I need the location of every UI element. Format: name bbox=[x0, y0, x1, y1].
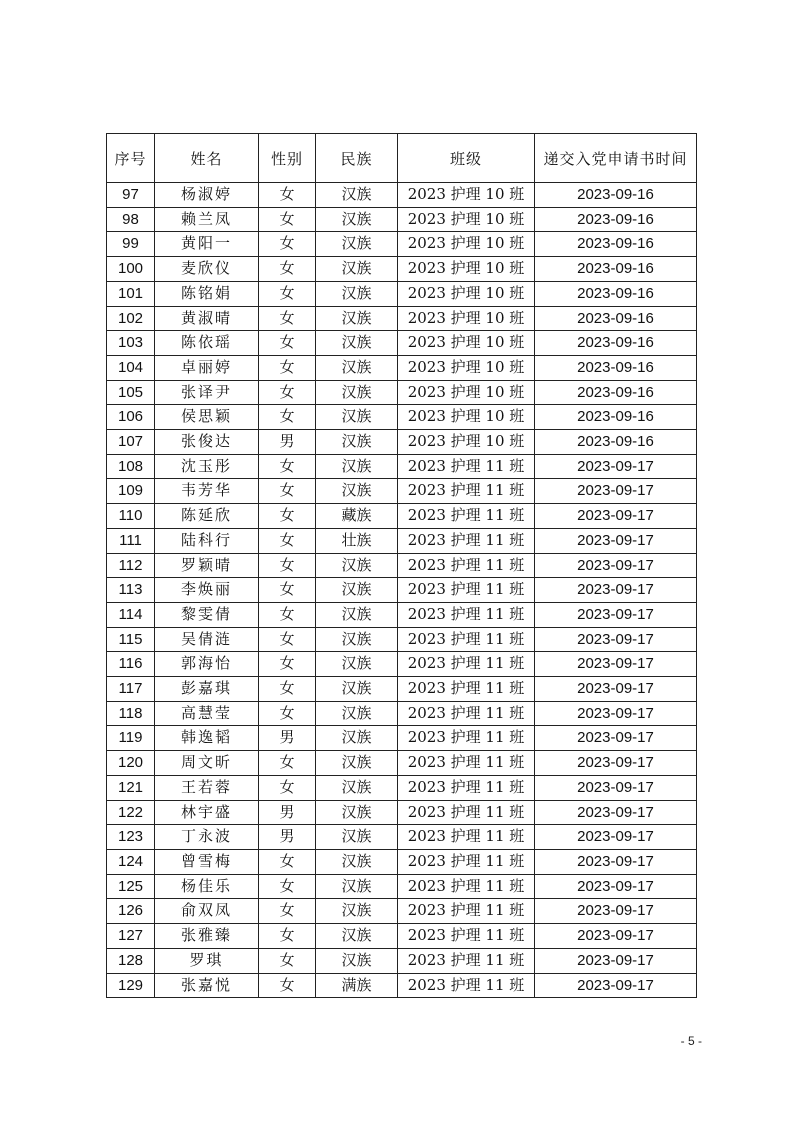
class-cell: 2023 护理 11 班 bbox=[398, 751, 535, 776]
ethnicity-cell: 汉族 bbox=[316, 800, 398, 825]
date-cell: 2023-09-16 bbox=[535, 430, 697, 455]
table-row bbox=[107, 183, 697, 208]
name-cell: 张俊达 bbox=[155, 430, 259, 455]
ethnicity-cell: 汉族 bbox=[316, 726, 398, 751]
gender-cell: 女 bbox=[259, 701, 316, 726]
ethnicity-cell: 汉族 bbox=[316, 701, 398, 726]
table-header-row bbox=[107, 134, 697, 183]
name-cell: 韦芳华 bbox=[155, 479, 259, 504]
date-cell: 2023-09-17 bbox=[535, 701, 697, 726]
date-cell: 2023-09-16 bbox=[535, 380, 697, 405]
class-cell: 2023 护理 11 班 bbox=[398, 528, 535, 553]
ethnicity-cell: 汉族 bbox=[316, 281, 398, 306]
serial-cell: 100 bbox=[107, 257, 155, 282]
date-cell: 2023-09-17 bbox=[535, 924, 697, 949]
table-row bbox=[107, 627, 697, 652]
date-cell: 2023-09-17 bbox=[535, 504, 697, 529]
class-cell: 2023 护理 11 班 bbox=[398, 602, 535, 627]
gender-cell: 女 bbox=[259, 454, 316, 479]
serial-cell: 102 bbox=[107, 306, 155, 331]
ethnicity-cell: 汉族 bbox=[316, 380, 398, 405]
ethnicity-cell: 汉族 bbox=[316, 430, 398, 455]
name-cell: 陆科行 bbox=[155, 528, 259, 553]
gender-cell: 女 bbox=[259, 677, 316, 702]
serial-cell: 106 bbox=[107, 405, 155, 430]
table-row bbox=[107, 553, 697, 578]
serial-cell: 122 bbox=[107, 800, 155, 825]
table-row bbox=[107, 701, 697, 726]
ethnicity-cell: 藏族 bbox=[316, 504, 398, 529]
name-cell: 王若蓉 bbox=[155, 775, 259, 800]
serial-cell: 110 bbox=[107, 504, 155, 529]
table-row bbox=[107, 726, 697, 751]
serial-cell: 118 bbox=[107, 701, 155, 726]
date-cell: 2023-09-17 bbox=[535, 973, 697, 998]
table-row bbox=[107, 973, 697, 998]
date-cell: 2023-09-17 bbox=[535, 948, 697, 973]
name-cell: 丁永波 bbox=[155, 825, 259, 850]
gender-cell: 男 bbox=[259, 825, 316, 850]
serial-cell: 115 bbox=[107, 627, 155, 652]
serial-cell: 109 bbox=[107, 479, 155, 504]
table-row bbox=[107, 677, 697, 702]
serial-cell: 129 bbox=[107, 973, 155, 998]
date-cell: 2023-09-16 bbox=[535, 232, 697, 257]
class-cell: 2023 护理 11 班 bbox=[398, 825, 535, 850]
date-cell: 2023-09-17 bbox=[535, 454, 697, 479]
applicant-table bbox=[106, 133, 697, 998]
ethnicity-cell: 汉族 bbox=[316, 751, 398, 776]
serial-cell: 97 bbox=[107, 183, 155, 208]
gender-cell: 男 bbox=[259, 430, 316, 455]
table-row bbox=[107, 800, 697, 825]
serial-cell: 123 bbox=[107, 825, 155, 850]
table-row bbox=[107, 257, 697, 282]
gender-cell: 女 bbox=[259, 652, 316, 677]
gender-cell: 女 bbox=[259, 504, 316, 529]
gender-cell: 女 bbox=[259, 232, 316, 257]
table-row bbox=[107, 281, 697, 306]
header-serial: 序号 bbox=[107, 134, 155, 183]
class-cell: 2023 护理 10 班 bbox=[398, 232, 535, 257]
table-body bbox=[107, 183, 697, 998]
date-cell: 2023-09-16 bbox=[535, 183, 697, 208]
serial-cell: 127 bbox=[107, 924, 155, 949]
name-cell: 高慧莹 bbox=[155, 701, 259, 726]
gender-cell: 女 bbox=[259, 973, 316, 998]
name-cell: 黎雯倩 bbox=[155, 602, 259, 627]
name-cell: 周文昕 bbox=[155, 751, 259, 776]
ethnicity-cell: 汉族 bbox=[316, 775, 398, 800]
name-cell: 陈铭娟 bbox=[155, 281, 259, 306]
name-cell: 曾雪梅 bbox=[155, 849, 259, 874]
serial-cell: 107 bbox=[107, 430, 155, 455]
ethnicity-cell: 汉族 bbox=[316, 355, 398, 380]
serial-cell: 125 bbox=[107, 874, 155, 899]
gender-cell: 女 bbox=[259, 405, 316, 430]
table-row bbox=[107, 207, 697, 232]
gender-cell: 女 bbox=[259, 380, 316, 405]
name-cell: 侯思颖 bbox=[155, 405, 259, 430]
class-cell: 2023 护理 10 班 bbox=[398, 183, 535, 208]
class-cell: 2023 护理 11 班 bbox=[398, 924, 535, 949]
serial-cell: 99 bbox=[107, 232, 155, 257]
name-cell: 李焕丽 bbox=[155, 578, 259, 603]
date-cell: 2023-09-17 bbox=[535, 602, 697, 627]
class-cell: 2023 护理 11 班 bbox=[398, 454, 535, 479]
ethnicity-cell: 汉族 bbox=[316, 232, 398, 257]
table-row bbox=[107, 751, 697, 776]
gender-cell: 女 bbox=[259, 207, 316, 232]
date-cell: 2023-09-17 bbox=[535, 479, 697, 504]
header-class: 班级 bbox=[398, 134, 535, 183]
ethnicity-cell: 汉族 bbox=[316, 677, 398, 702]
date-cell: 2023-09-17 bbox=[535, 528, 697, 553]
name-cell: 张译尹 bbox=[155, 380, 259, 405]
date-cell: 2023-09-16 bbox=[535, 281, 697, 306]
header-name: 姓名 bbox=[155, 134, 259, 183]
class-cell: 2023 护理 11 班 bbox=[398, 504, 535, 529]
name-cell: 罗琪 bbox=[155, 948, 259, 973]
page-number: - 5 - bbox=[680, 1034, 702, 1048]
table-row bbox=[107, 380, 697, 405]
ethnicity-cell: 汉族 bbox=[316, 652, 398, 677]
class-cell: 2023 护理 11 班 bbox=[398, 553, 535, 578]
table-row bbox=[107, 948, 697, 973]
ethnicity-cell: 满族 bbox=[316, 973, 398, 998]
serial-cell: 120 bbox=[107, 751, 155, 776]
serial-cell: 117 bbox=[107, 677, 155, 702]
serial-cell: 112 bbox=[107, 553, 155, 578]
serial-cell: 128 bbox=[107, 948, 155, 973]
date-cell: 2023-09-16 bbox=[535, 405, 697, 430]
table-row bbox=[107, 355, 697, 380]
date-cell: 2023-09-16 bbox=[535, 257, 697, 282]
ethnicity-cell: 汉族 bbox=[316, 183, 398, 208]
gender-cell: 女 bbox=[259, 578, 316, 603]
gender-cell: 女 bbox=[259, 924, 316, 949]
table-row bbox=[107, 825, 697, 850]
table-row bbox=[107, 899, 697, 924]
ethnicity-cell: 汉族 bbox=[316, 874, 398, 899]
ethnicity-cell: 汉族 bbox=[316, 578, 398, 603]
class-cell: 2023 护理 10 班 bbox=[398, 281, 535, 306]
name-cell: 张雅臻 bbox=[155, 924, 259, 949]
ethnicity-cell: 汉族 bbox=[316, 553, 398, 578]
serial-cell: 126 bbox=[107, 899, 155, 924]
table-row bbox=[107, 652, 697, 677]
ethnicity-cell: 汉族 bbox=[316, 899, 398, 924]
date-cell: 2023-09-17 bbox=[535, 874, 697, 899]
date-cell: 2023-09-17 bbox=[535, 652, 697, 677]
class-cell: 2023 护理 11 班 bbox=[398, 578, 535, 603]
ethnicity-cell: 汉族 bbox=[316, 825, 398, 850]
gender-cell: 女 bbox=[259, 355, 316, 380]
class-cell: 2023 护理 11 班 bbox=[398, 800, 535, 825]
class-cell: 2023 护理 11 班 bbox=[398, 627, 535, 652]
name-cell: 郭海怡 bbox=[155, 652, 259, 677]
date-cell: 2023-09-17 bbox=[535, 751, 697, 776]
gender-cell: 女 bbox=[259, 751, 316, 776]
class-cell: 2023 护理 11 班 bbox=[398, 652, 535, 677]
date-cell: 2023-09-17 bbox=[535, 800, 697, 825]
date-cell: 2023-09-17 bbox=[535, 553, 697, 578]
class-cell: 2023 护理 11 班 bbox=[398, 948, 535, 973]
gender-cell: 女 bbox=[259, 306, 316, 331]
class-cell: 2023 护理 11 班 bbox=[398, 775, 535, 800]
gender-cell: 女 bbox=[259, 874, 316, 899]
serial-cell: 105 bbox=[107, 380, 155, 405]
table-row bbox=[107, 578, 697, 603]
date-cell: 2023-09-17 bbox=[535, 677, 697, 702]
gender-cell: 女 bbox=[259, 528, 316, 553]
ethnicity-cell: 汉族 bbox=[316, 479, 398, 504]
name-cell: 吴倩涟 bbox=[155, 627, 259, 652]
date-cell: 2023-09-16 bbox=[535, 355, 697, 380]
serial-cell: 103 bbox=[107, 331, 155, 356]
table-row bbox=[107, 602, 697, 627]
serial-cell: 113 bbox=[107, 578, 155, 603]
date-cell: 2023-09-16 bbox=[535, 306, 697, 331]
ethnicity-cell: 汉族 bbox=[316, 257, 398, 282]
table-row bbox=[107, 479, 697, 504]
ethnicity-cell: 汉族 bbox=[316, 924, 398, 949]
class-cell: 2023 护理 10 班 bbox=[398, 207, 535, 232]
header-application-date: 递交入党申请书时间 bbox=[535, 134, 697, 183]
name-cell: 麦欣仪 bbox=[155, 257, 259, 282]
gender-cell: 女 bbox=[259, 331, 316, 356]
serial-cell: 114 bbox=[107, 602, 155, 627]
gender-cell: 女 bbox=[259, 257, 316, 282]
ethnicity-cell: 汉族 bbox=[316, 331, 398, 356]
name-cell: 杨佳乐 bbox=[155, 874, 259, 899]
name-cell: 杨淑婷 bbox=[155, 183, 259, 208]
ethnicity-cell: 壮族 bbox=[316, 528, 398, 553]
date-cell: 2023-09-17 bbox=[535, 726, 697, 751]
gender-cell: 女 bbox=[259, 602, 316, 627]
serial-cell: 108 bbox=[107, 454, 155, 479]
gender-cell: 女 bbox=[259, 183, 316, 208]
serial-cell: 124 bbox=[107, 849, 155, 874]
serial-cell: 101 bbox=[107, 281, 155, 306]
class-cell: 2023 护理 10 班 bbox=[398, 355, 535, 380]
date-cell: 2023-09-17 bbox=[535, 899, 697, 924]
name-cell: 沈玉彤 bbox=[155, 454, 259, 479]
name-cell: 赖兰凤 bbox=[155, 207, 259, 232]
class-cell: 2023 护理 10 班 bbox=[398, 257, 535, 282]
serial-cell: 119 bbox=[107, 726, 155, 751]
header-ethnicity: 民族 bbox=[316, 134, 398, 183]
gender-cell: 女 bbox=[259, 775, 316, 800]
gender-cell: 女 bbox=[259, 553, 316, 578]
table-row bbox=[107, 405, 697, 430]
table-row bbox=[107, 528, 697, 553]
table-row bbox=[107, 874, 697, 899]
table-row bbox=[107, 924, 697, 949]
class-cell: 2023 护理 10 班 bbox=[398, 380, 535, 405]
table-row bbox=[107, 306, 697, 331]
ethnicity-cell: 汉族 bbox=[316, 627, 398, 652]
name-cell: 卓丽婷 bbox=[155, 355, 259, 380]
ethnicity-cell: 汉族 bbox=[316, 207, 398, 232]
gender-cell: 女 bbox=[259, 627, 316, 652]
table-row bbox=[107, 849, 697, 874]
date-cell: 2023-09-17 bbox=[535, 849, 697, 874]
date-cell: 2023-09-16 bbox=[535, 207, 697, 232]
ethnicity-cell: 汉族 bbox=[316, 306, 398, 331]
class-cell: 2023 护理 11 班 bbox=[398, 973, 535, 998]
name-cell: 彭嘉琪 bbox=[155, 677, 259, 702]
date-cell: 2023-09-16 bbox=[535, 331, 697, 356]
gender-cell: 女 bbox=[259, 849, 316, 874]
name-cell: 韩逸韬 bbox=[155, 726, 259, 751]
name-cell: 黄阳一 bbox=[155, 232, 259, 257]
gender-cell: 女 bbox=[259, 281, 316, 306]
ethnicity-cell: 汉族 bbox=[316, 849, 398, 874]
ethnicity-cell: 汉族 bbox=[316, 948, 398, 973]
gender-cell: 女 bbox=[259, 899, 316, 924]
table-row bbox=[107, 232, 697, 257]
class-cell: 2023 护理 10 班 bbox=[398, 405, 535, 430]
date-cell: 2023-09-17 bbox=[535, 627, 697, 652]
table-row bbox=[107, 775, 697, 800]
serial-cell: 104 bbox=[107, 355, 155, 380]
serial-cell: 116 bbox=[107, 652, 155, 677]
ethnicity-cell: 汉族 bbox=[316, 454, 398, 479]
gender-cell: 男 bbox=[259, 800, 316, 825]
serial-cell: 111 bbox=[107, 528, 155, 553]
name-cell: 黄淑晴 bbox=[155, 306, 259, 331]
header-gender: 性别 bbox=[259, 134, 316, 183]
gender-cell: 女 bbox=[259, 948, 316, 973]
name-cell: 林宇盛 bbox=[155, 800, 259, 825]
name-cell: 陈依瑶 bbox=[155, 331, 259, 356]
class-cell: 2023 护理 11 班 bbox=[398, 874, 535, 899]
class-cell: 2023 护理 11 班 bbox=[398, 899, 535, 924]
table-row bbox=[107, 504, 697, 529]
date-cell: 2023-09-17 bbox=[535, 825, 697, 850]
name-cell: 张嘉悦 bbox=[155, 973, 259, 998]
serial-cell: 121 bbox=[107, 775, 155, 800]
serial-cell: 98 bbox=[107, 207, 155, 232]
name-cell: 俞双凤 bbox=[155, 899, 259, 924]
class-cell: 2023 护理 10 班 bbox=[398, 331, 535, 356]
date-cell: 2023-09-17 bbox=[535, 775, 697, 800]
date-cell: 2023-09-17 bbox=[535, 578, 697, 603]
class-cell: 2023 护理 10 班 bbox=[398, 306, 535, 331]
class-cell: 2023 护理 11 班 bbox=[398, 677, 535, 702]
class-cell: 2023 护理 11 班 bbox=[398, 479, 535, 504]
gender-cell: 女 bbox=[259, 479, 316, 504]
name-cell: 罗颖晴 bbox=[155, 553, 259, 578]
gender-cell: 男 bbox=[259, 726, 316, 751]
class-cell: 2023 护理 11 班 bbox=[398, 726, 535, 751]
class-cell: 2023 护理 11 班 bbox=[398, 701, 535, 726]
table-row bbox=[107, 454, 697, 479]
table-row bbox=[107, 430, 697, 455]
class-cell: 2023 护理 10 班 bbox=[398, 430, 535, 455]
name-cell: 陈延欣 bbox=[155, 504, 259, 529]
table-row bbox=[107, 331, 697, 356]
class-cell: 2023 护理 11 班 bbox=[398, 849, 535, 874]
ethnicity-cell: 汉族 bbox=[316, 405, 398, 430]
ethnicity-cell: 汉族 bbox=[316, 602, 398, 627]
